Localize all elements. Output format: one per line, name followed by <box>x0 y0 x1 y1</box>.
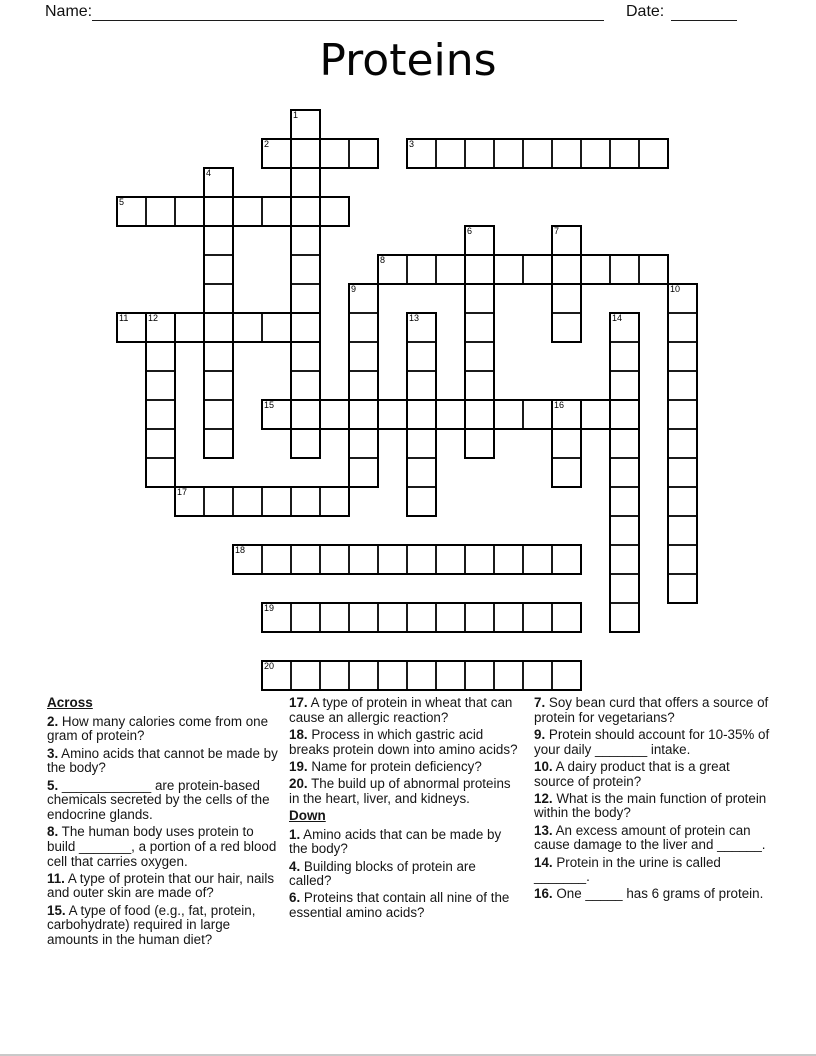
grid-cell <box>494 139 523 168</box>
grid-cell <box>291 313 320 342</box>
grid-cell <box>552 429 581 458</box>
grid-cell <box>320 661 349 690</box>
grid-number-5: 5 <box>119 197 125 207</box>
grid-cell <box>668 516 697 545</box>
grid-number-3: 3 <box>409 139 415 149</box>
clue-number: 11. <box>47 870 65 886</box>
grid-cell <box>465 342 494 371</box>
grid-number-18: 18 <box>235 545 246 555</box>
grid-cell <box>639 139 668 168</box>
grid-cell <box>146 429 175 458</box>
clue-13: 13. An excess amount of protein can cause damage to the liver and ______. <box>534 822 766 853</box>
clue-17: 17. A type of protein in wheat that can cause an allergic reaction? <box>289 695 513 725</box>
grid-cell <box>175 313 204 342</box>
grid-cell <box>436 603 465 632</box>
grid-cell <box>291 226 320 255</box>
grid-cell <box>668 574 697 603</box>
grid-cell <box>552 458 581 487</box>
grid-cell <box>465 371 494 400</box>
clue-4: 4. Building blocks of protein are called? <box>289 858 476 889</box>
grid-number-15: 15 <box>264 400 275 410</box>
grid-number-14: 14 <box>612 313 623 323</box>
name-label: Name: <box>45 3 93 20</box>
grid-cell <box>407 545 436 574</box>
grid-cell <box>668 313 697 342</box>
clue-number: 13. <box>534 822 553 838</box>
grid-cell <box>349 342 378 371</box>
clue-12: 12. What is the main function of protein within the body? <box>534 790 767 821</box>
grid-cell <box>610 400 639 429</box>
grid-cell <box>378 400 407 429</box>
grid-cell <box>436 400 465 429</box>
grid-cell <box>552 255 581 284</box>
grid-cell <box>639 255 668 284</box>
grid-cell <box>552 313 581 342</box>
grid-cell <box>291 371 320 400</box>
clue-number: 1. <box>289 826 301 842</box>
grid-cell <box>407 458 436 487</box>
grid-cell <box>407 429 436 458</box>
grid-cell <box>262 197 291 226</box>
grid-cell <box>465 603 494 632</box>
clue-1: 1. Amino acids that can be made by the body? <box>289 826 502 857</box>
grid-cell <box>291 139 320 168</box>
grid-cell <box>668 458 697 487</box>
clue-column-left <box>47 696 280 950</box>
grid-number-20: 20 <box>264 661 275 671</box>
grid-cell <box>320 139 349 168</box>
grid-cell <box>407 255 436 284</box>
grid-cell <box>291 400 320 429</box>
grid-cell <box>668 545 697 574</box>
grid-cell <box>610 458 639 487</box>
grid-cell <box>581 400 610 429</box>
clue-19: 19. Name for protein deficiency? <box>289 758 482 774</box>
grid-cell <box>465 545 494 574</box>
grid-cell <box>349 603 378 632</box>
clue-number: 9. <box>534 726 546 742</box>
grid-cell <box>320 487 349 516</box>
grid-cell <box>523 400 552 429</box>
grid-cell <box>581 139 610 168</box>
clue-number: 2. <box>47 713 59 729</box>
grid-cell <box>291 284 320 313</box>
grid-cell <box>523 139 552 168</box>
clue-9: 9. Protein should account for 10-35% of your daily _______ intake. <box>534 726 770 757</box>
grid-cell <box>349 400 378 429</box>
grid-cell <box>146 371 175 400</box>
grid-cell <box>262 545 291 574</box>
grid-cell <box>523 255 552 284</box>
grid-cell <box>610 371 639 400</box>
grid-cell <box>581 255 610 284</box>
grid-cell <box>349 545 378 574</box>
grid-cell <box>407 400 436 429</box>
grid-cell <box>262 313 291 342</box>
grid-cell <box>349 371 378 400</box>
grid-cell <box>233 487 262 516</box>
clue-column-middle <box>289 696 518 923</box>
grid-cell <box>494 661 523 690</box>
clue-number: 15. <box>47 902 66 918</box>
grid-cell <box>175 197 204 226</box>
grid-cell <box>349 661 378 690</box>
grid-cell <box>465 400 494 429</box>
clue-18: 18. Process in which gastric acid breaks protein down into amino acids? <box>289 726 518 757</box>
grid-cell <box>465 429 494 458</box>
grid-number-8: 8 <box>380 255 386 265</box>
grid-cell <box>378 545 407 574</box>
grid-cell <box>204 400 233 429</box>
grid-cell <box>146 458 175 487</box>
clue-number: 17. <box>289 695 308 710</box>
grid-cell <box>291 661 320 690</box>
clue-6: 6. Proteins that contain all nine of the essential amino acids? <box>289 890 510 921</box>
grid-cell <box>610 545 639 574</box>
grid-cell <box>349 139 378 168</box>
grid-cell <box>668 487 697 516</box>
clue-8: 8. The human body uses protein to build _______, a portion of a red blood cell that carries oxygen. <box>47 824 277 869</box>
clue-number: 19. <box>289 758 308 774</box>
grid-number-11: 11 <box>119 313 129 323</box>
clue-number: 7. <box>534 695 546 710</box>
grid-number-1: 1 <box>293 110 299 120</box>
grid-cell <box>204 226 233 255</box>
grid-cell <box>610 487 639 516</box>
grid-cell <box>291 429 320 458</box>
clue-number: 8. <box>47 824 59 840</box>
clue-number: 5. <box>47 777 59 793</box>
grid-cell <box>668 342 697 371</box>
clue-14: 14. Protein in the urine is called _______. <box>534 854 721 885</box>
grid-cell <box>552 139 581 168</box>
grid-number-19: 19 <box>264 603 275 613</box>
grid-cell <box>610 255 639 284</box>
grid-cell <box>494 545 523 574</box>
grid-cell <box>291 197 320 226</box>
grid-cell <box>320 197 349 226</box>
clue-3: 3. Amino acids that cannot be made by the body? <box>47 745 278 776</box>
grid-cell <box>523 603 552 632</box>
grid-cell <box>349 458 378 487</box>
grid-cell <box>378 661 407 690</box>
grid-cell <box>494 255 523 284</box>
grid-cell <box>291 545 320 574</box>
grid-cell <box>668 400 697 429</box>
grid-cell <box>465 284 494 313</box>
grid-cell <box>349 429 378 458</box>
grid-number-9: 9 <box>351 284 357 294</box>
date-label: Date: <box>626 3 665 20</box>
grid-cell <box>204 371 233 400</box>
grid-cell <box>233 197 262 226</box>
clue-10: 10. A dairy product that is a great source of protein? <box>534 758 730 789</box>
grid-cell <box>523 545 552 574</box>
grid-cell <box>320 545 349 574</box>
grid-cell <box>378 603 407 632</box>
clue-column-right <box>534 696 772 905</box>
grid-cell <box>349 313 378 342</box>
grid-number-6: 6 <box>467 226 473 236</box>
grid-cell <box>320 603 349 632</box>
grid-cell <box>523 661 552 690</box>
grid-cell <box>291 603 320 632</box>
clue-20: 20. The build up of abnormal proteins in the heart, liver, and kidneys. <box>289 776 511 806</box>
grid-cell <box>407 661 436 690</box>
grid-number-2: 2 <box>264 139 270 149</box>
grid-number-12: 12 <box>148 313 159 323</box>
grid-number-16: 16 <box>554 400 565 410</box>
clue-number: 18. <box>289 726 308 742</box>
grid-cell <box>668 429 697 458</box>
clue-2: 2. How many calories come from one gram of protein? <box>47 713 269 744</box>
grid-cell <box>610 516 639 545</box>
clue-number: 3. <box>47 745 59 761</box>
grid-cell <box>552 661 581 690</box>
grid-number-10: 10 <box>670 284 681 294</box>
clues-heading-down: Down <box>289 807 326 823</box>
clue-number: 6. <box>289 890 301 906</box>
grid-cell <box>436 255 465 284</box>
grid-cell <box>204 284 233 313</box>
grid-cell <box>552 603 581 632</box>
clue-number: 16. <box>534 886 553 902</box>
grid-cell <box>494 400 523 429</box>
grid-cell <box>146 197 175 226</box>
clue-number: 20. <box>289 776 308 792</box>
grid-cell <box>204 487 233 516</box>
grid-number-13: 13 <box>409 313 420 323</box>
clue-number: 10. <box>534 758 553 774</box>
grid-cell <box>552 284 581 313</box>
clue-15: 15. A type of food (e.g., fat, protein, carbohydrate) required in large amounts in the human diet? <box>47 902 256 948</box>
grid-cell <box>146 400 175 429</box>
grid-cell <box>436 139 465 168</box>
grid-cell <box>436 545 465 574</box>
grid-cell <box>552 545 581 574</box>
grid-cell <box>204 255 233 284</box>
grid-cell <box>407 603 436 632</box>
clue-16: 16. One _____ has 6 grams of protein. <box>534 886 764 902</box>
clue-number: 14. <box>534 854 553 870</box>
grid-cell <box>291 255 320 284</box>
grid-cell <box>610 603 639 632</box>
grid-cell <box>465 661 494 690</box>
clues-heading-across: Across <box>47 695 93 710</box>
grid-number-7: 7 <box>554 226 560 236</box>
grid-number-4: 4 <box>206 168 212 178</box>
grid-cell <box>610 574 639 603</box>
grid-cell <box>407 487 436 516</box>
clue-number: 12. <box>534 790 553 806</box>
grid-cell <box>262 487 291 516</box>
grid-cell <box>610 342 639 371</box>
grid-cell <box>494 603 523 632</box>
grid-cell <box>233 313 262 342</box>
grid-cell <box>465 255 494 284</box>
grid-cell <box>204 197 233 226</box>
grid-cell <box>465 139 494 168</box>
grid-cell <box>320 400 349 429</box>
grid-cell <box>668 371 697 400</box>
grid-cell <box>465 313 494 342</box>
grid-cell <box>204 313 233 342</box>
grid-cell <box>204 342 233 371</box>
grid-cell <box>436 661 465 690</box>
clue-11: 11. A type of protein that our hair, nails and outer skin are made of? <box>47 870 275 901</box>
grid-cell <box>204 429 233 458</box>
grid-cell <box>407 371 436 400</box>
grid-cell <box>146 342 175 371</box>
grid-number-17: 17 <box>177 487 188 497</box>
grid-cell <box>407 342 436 371</box>
clue-5: 5. ____________ are protein-based chemicals secreted by the cells of the endocrine glands. <box>47 777 270 822</box>
clue-number: 4. <box>289 858 301 874</box>
grid-cell <box>291 168 320 197</box>
grid-cell <box>610 139 639 168</box>
clue-7: 7. Soy bean curd that offers a source of protein for vegetarians? <box>534 695 769 725</box>
grid-cell <box>610 429 639 458</box>
grid-cell <box>291 342 320 371</box>
page-title: Proteins <box>319 35 497 86</box>
grid-cell <box>291 487 320 516</box>
